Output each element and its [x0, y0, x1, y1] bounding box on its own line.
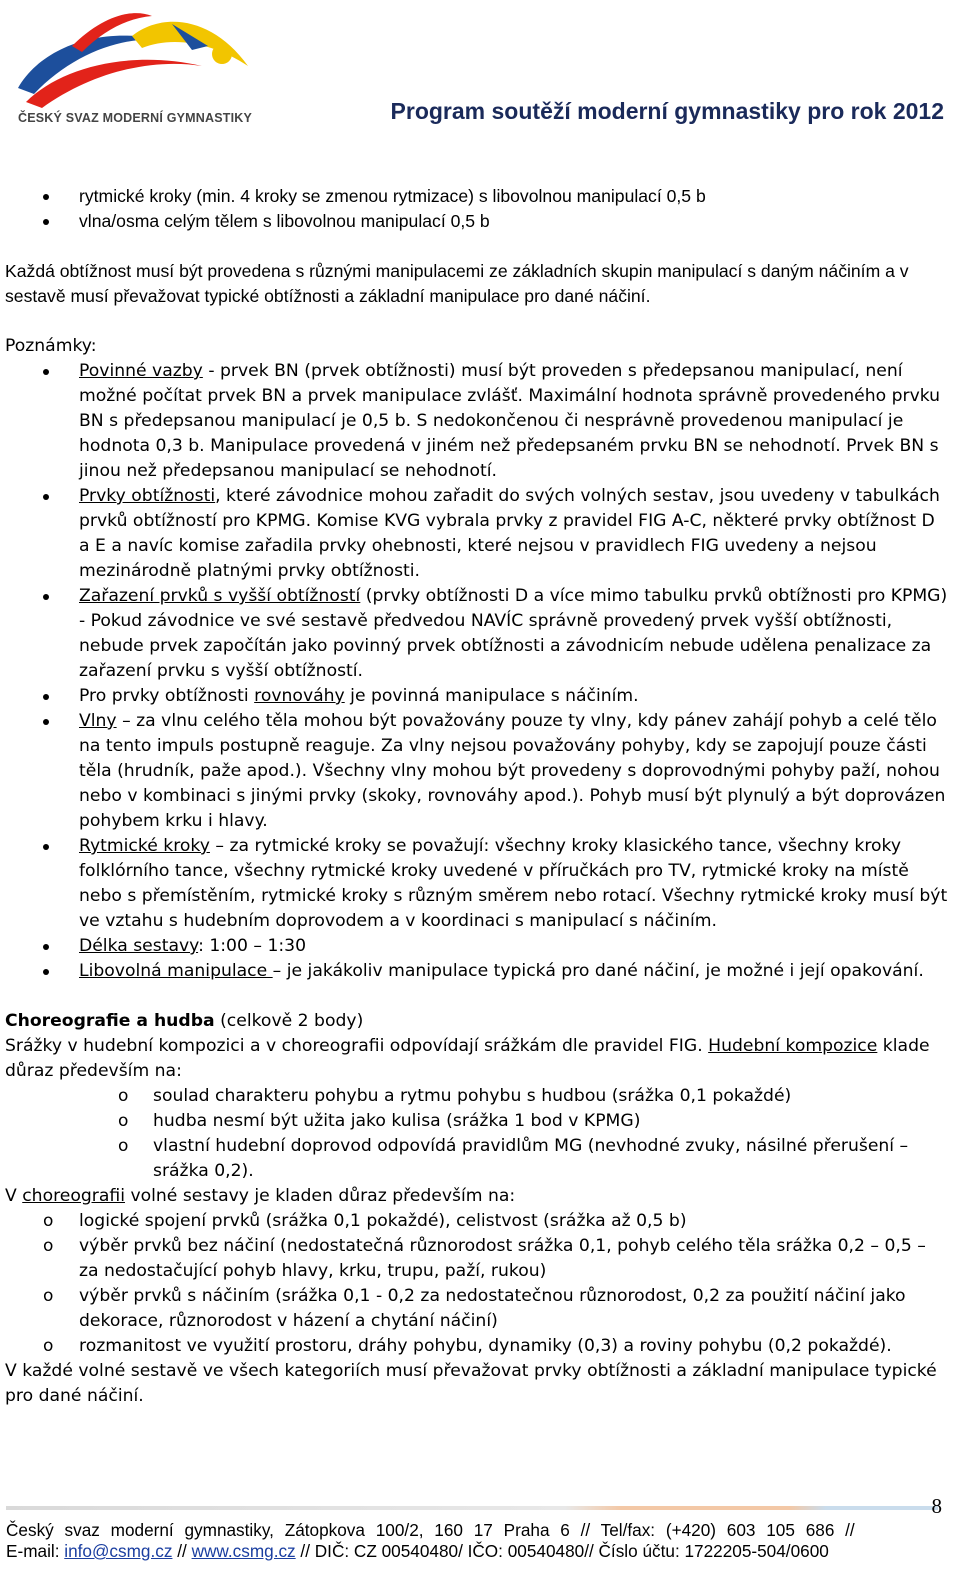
list-item-text: výběr prvků s náčiním (srážka 0,1 - 0,2 za nedostatečnou různorodost, 0,2 za použití náčiní jako dekorace, různorodost v házení a chytání náčiní) — [79, 1286, 906, 1331]
separator: // — [172, 1541, 192, 1561]
music-composition-term: Hudební kompozice — [708, 1036, 878, 1056]
list-item-text: logické spojení prvků (srážka 0,1 pokaždé), celistvost (srážka až 0,5 b) — [79, 1211, 687, 1231]
choreo-heading-rest: (celkově 2 body) — [214, 1011, 364, 1031]
note-text: – za vlnu celého těla mohou být považovány pouze ty vlny, kdy pánev zahájí pohyb a celé tělo na tento impuls postupně reaguje. Za vlny nejsou považovány pohyby, kdy se zapojují pouze části těla (hrudník, paže apod.). Všechny vlny mohou být provedeny s doprovodnými pohyby paží, nohou nebo v kombinaci s jinými prvky (skoky, rovnováhy apod.). Pohyb musí být plynulý a být doprovázen pohybem krku i hlavy. — [79, 711, 946, 831]
page-header — [0, 0, 960, 150]
notes-list — [5, 359, 949, 984]
list-item — [5, 1209, 949, 1234]
list-marker: o — [118, 1086, 129, 1106]
footer-ids: // DIČ: CZ 00540480/ IČO: 00540480// Číslo účtu: 1722205-504/0600 — [295, 1541, 829, 1561]
choreography-post: volné sestavy je kladen důraz především na: — [124, 1186, 516, 1206]
email-label: E-mail: — [6, 1541, 65, 1561]
note-item — [5, 934, 949, 959]
note-text: – za rytmické kroky se považují: všechny kroky klasického tance, všechny kroky folklórního tance, všechny rytmické kroky uvedené v příručkách pro TV, rytmické kroky na místě nebo s přemístěním, rytmické kroky s různým směrem nebo rotací. Všechny rytmické kroky musí být ve vztahu s hudebním doprovodem a v koordinaci s manipulací s náčiním. — [79, 836, 948, 931]
list-item: rytmické kroky (min. 4 kroky se zmenou rytmizace) s libovolnou manipulací 0,5 b — [5, 184, 949, 209]
note-text: je povinná manipulace s náčiním. — [344, 686, 639, 706]
note-item — [5, 834, 949, 934]
list-item — [5, 1334, 949, 1359]
music-list — [5, 1084, 949, 1184]
list-item — [5, 1134, 949, 1184]
note-text: - prvek BN (prvek obtížnosti) musí být proveden s předepsanou manipulací, není možné počítat prvek BN a prvek manipulace zvlášť. Maximální hodnota správně provedeného prvku BN s předepsanou manipulací je 0,5 b. S nedokončenou či nesprávně provedenou manipulací je hodnota 0,3 b. Manipulace provedená v jiném než předepsaném prvku BN se nehodnotí. Prvek BN s jinou než předepsanou manipulací se nehodnotí. — [79, 361, 941, 481]
choreo-para-post: klade důraz především na: — [5, 1036, 930, 1081]
footer-divider — [6, 1506, 938, 1510]
note-text: , které závodnice mohou zařadit do svých volných sestav, jsou uvedeny v tabulkách prvků obtížností pro KPMG. Komise KVG vybrala prvky z pravidel FIG A-C, některé prvky obtížnost D a E a navíc komise zařadila prvky ohebnosti, které nejsou v pravidlech FIG uvedeny a nejsou mezinárodně platnými prvky obtížnosti. — [79, 486, 940, 581]
note-item — [5, 709, 949, 834]
list-marker: o — [43, 1286, 54, 1306]
footer-contacts — [6, 1541, 946, 1562]
closing-paragraph: V každé volné sestavě ve všech kategoriích musí převažovat prvky obtížnosti a základní manipulace typické pro dané náčiní. — [5, 1361, 937, 1406]
footer-address: Český svaz moderní gymnastiky, Zátopkova 100/2, 160 17 Praha 6 // Tel/fax: (+420) 603 105 686 // — [6, 1520, 855, 1540]
note-term: Délka sestavy — [79, 936, 199, 956]
list-item-text: výběr prvků bez náčiní (nedostatečná různorodost srážka 0,1, pohyb celého těla srážka 0,2 – 0,5 – za nedostačující pohyb hlavy, krku, trupu, paží, rukou) — [79, 1236, 926, 1281]
choreo-heading-bold: Choreografie a hudba — [5, 1011, 215, 1031]
note-item — [5, 584, 949, 684]
list-item — [5, 1234, 949, 1284]
note-term: Libovolná manipulace — [79, 961, 273, 981]
note-term: Zařazení prvků s vyšší obtížností — [79, 586, 361, 606]
list-marker: o — [43, 1336, 54, 1356]
list-item — [5, 1284, 949, 1334]
choreo-paragraph — [5, 1034, 949, 1084]
note-text: (prvky obtížnosti D a více mimo tabulku prvků obtížnosti pro KPMG) - Pokud závodnice ve své sestavě předvedou NAVÍC správně provedený prvek vyšší obtížnosti, nebude prvek započítán jako povinný prvek obtížnosti a závodnicím nebude udělena penalizace za zařazení prvku s vyšší obtížností. — [79, 586, 948, 681]
document-body — [5, 184, 949, 1409]
note-item — [5, 484, 949, 584]
logo-text: ČESKÝ SVAZ MODERNÍ GYMNASTIKY — [18, 111, 253, 125]
list-item-text: rozmanitost ve využití prostoru, dráhy pohybu, dynamiky (0,3) a roviny pohybu (0,2 pokaždé). — [79, 1336, 892, 1356]
choreography-term: choreografii — [22, 1186, 125, 1206]
list-item-text: hudba nesmí být užita jako kulisa (srážka 1 bod v KPMG) — [153, 1111, 641, 1131]
note-term: Vlny — [79, 711, 117, 731]
list-marker: o — [118, 1111, 129, 1131]
notes-heading: Poznámky: — [5, 336, 97, 356]
list-marker: o — [118, 1136, 129, 1156]
note-item — [5, 359, 949, 484]
list-marker: o — [43, 1211, 54, 1231]
note-term: Prvky obtížnosti — [79, 486, 216, 506]
page-number: 8 — [931, 1494, 942, 1518]
choreography-paragraph — [5, 1184, 949, 1209]
list-item-text: vlastní hudební doprovod odpovídá pravidlům MG (nevhodné zvuky, násilné přerušení – srážka 0,2). — [153, 1136, 909, 1181]
email-link[interactable]: info@csmg.cz — [64, 1541, 173, 1561]
note-item — [5, 959, 949, 984]
list-marker: o — [43, 1236, 54, 1256]
website-link[interactable]: www.csmg.cz — [191, 1541, 296, 1561]
list-item-text: soulad charakteru pohybu a rytmu pohybu s hudbou (srážka 0,1 pokaždé) — [153, 1086, 792, 1106]
choreo-heading — [5, 1009, 949, 1034]
choreography-pre: V — [5, 1186, 23, 1206]
choreo-para-pre: Srážky v hudební kompozici a v choreografii odpovídají srážkám dle pravidel FIG. — [5, 1036, 709, 1056]
note-text: : 1:00 – 1:30 — [198, 936, 307, 956]
choreography-list — [5, 1209, 949, 1359]
list-item — [5, 1084, 949, 1109]
list-item — [5, 1109, 949, 1134]
note-pre: Pro prvky obtížnosti — [79, 686, 255, 706]
note-term: Rytmické kroky — [79, 836, 210, 856]
intro-paragraph: Každá obtížnost musí být provedena s různými manipulacemi ze základních skupin manipulací s daným náčiním a v sestavě musí převažovat typické obtížnosti a základní manipulace pro dané náčiní. — [5, 261, 909, 306]
document-title: Program soutěží moderní gymnastiky pro rok 2012 — [390, 98, 944, 124]
intro-bullet-list — [5, 184, 949, 234]
list-item: vlna/osma celým tělem s libovolnou manipulací 0,5 b — [5, 209, 949, 234]
note-term: Povinné vazby — [79, 361, 203, 381]
note-text: – je jakákoliv manipulace typická pro dané náčiní, je možné i její opakování. — [272, 961, 924, 981]
note-term: rovnováhy — [254, 686, 345, 706]
note-item — [5, 684, 949, 709]
